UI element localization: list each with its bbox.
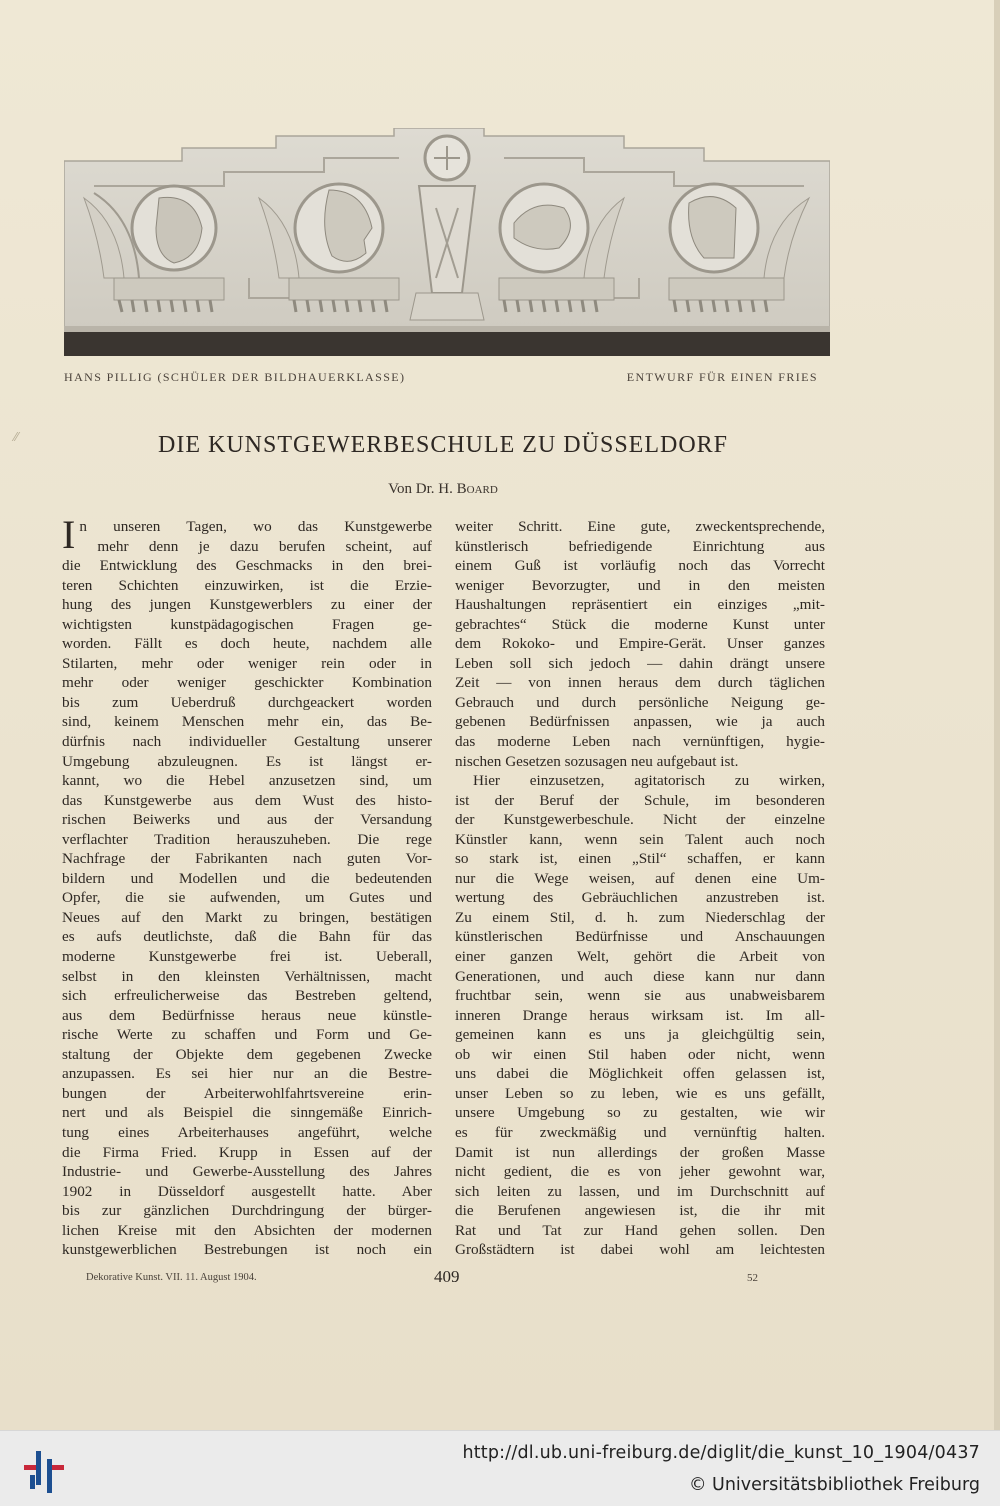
copyright-notice: © Universitätsbibliothek Freiburg [688,1475,980,1495]
text-line: einer ganzen Welt, gehört die Arbeit von [455,948,825,966]
text-line: der Kunstgewerbeschule. Nicht der einzelne [455,811,825,829]
text-line: Industrie- und Gewerbe-Ausstellung des Jahres [62,1163,432,1181]
text-line: anzupassen. Es sei hier nur an die Bestre- [62,1065,432,1083]
byline-prefix: Von Dr. H. [388,481,457,497]
text-line: 1902 in Düsseldorf ausgestellt hatte. Aber [62,1182,432,1200]
text-line: wichtigsten kunstpädagogischen Fragen ge- [62,615,432,633]
text-line: die Entwicklung des Geschmacks in den brei- [62,557,432,575]
text-line: gebenen Bedürfnissen anpassen, wie ja auch [455,713,825,731]
text-line: es aufs deutlichste, daß die Bahn für das [62,928,432,946]
journal-reference: Dekorative Kunst. VII. 11. August 1904. [86,1272,257,1283]
text-line: bildern und Modellen und die bedeutenden [62,869,432,887]
text-line: mehr oder weniger geschickter Kombination [62,674,432,692]
text-line: fruchtbar sein, wenn sie aus unabweisbarem [455,987,825,1005]
text-line: Großstädtern ist dabei wohl am leichtesten [455,1241,825,1259]
text-line: Rat und Tat zur Hand gehen sollen. Den [455,1221,825,1239]
margin-mark: ⁄⁄ [14,430,19,444]
text-line: das moderne Leben nach vernünftigen, hygie- [455,733,825,751]
text-line: Haushaltungen repräsentiert ein einziges „mit- [455,596,825,614]
text-line: Künstler kann, wenn sein Talent auch noch [455,830,825,848]
text-line: bis zum Ueberdruß durchgeackert worden [62,693,432,711]
text-line: weniger Bevorzugter, und in den meisten [455,576,825,594]
text-line: bungen der Arbeiterwohlfahrtsvereine erin- [62,1084,432,1102]
text-line: weiter Schritt. Eine gute, zweckentsprechende, [455,518,825,535]
text-line: kannt, wo die Hebel anzusetzen sind, um [62,772,432,790]
text-line: kunstgewerblichen Bestrebungen ist noch ein [62,1241,432,1259]
text-line: aus dem Bedürfnisse heraus neue künstle- [62,1006,432,1024]
frieze-relief-image [64,128,830,356]
text-line: n unseren Tagen, wo das Kunstgewerbe [79,518,432,535]
text-line: Opfer, die sie aufwenden, um Gutes und [62,889,432,907]
text-line: ob wir einen Stil haben oder nicht, wenn [455,1045,825,1063]
text-line: unsere Umgebung so zu gestalten, wie wir [455,1104,825,1122]
text-line: Umgebung abzuleugnen. Es ist längst er- [62,752,432,770]
text-line: inneren Drange heraus wirksam ist. Im all- [455,1006,825,1024]
text-line: nicht gedient, die es von jeher gewohnt war, [455,1163,825,1181]
text-line: es für zweckmäßig und vernünftig halten. [455,1123,825,1141]
text-line: rische Werte zu schaffen und Form und Ge- [62,1026,432,1044]
text-line: Gebrauch und durch persönliche Neigung ge- [455,693,825,711]
text-line: nert und als Beispiel die sinngemäße Einrich- [62,1104,432,1122]
article-byline [0,481,886,498]
text-line: lichen Kreise mit den Absichten der modernen [62,1221,432,1239]
text-line: Generationen, und auch diese kann nur dann [455,967,825,985]
text-line: die Berufenen angewiesen ist, die ihr mit [455,1202,825,1220]
viewer-footer-bar [0,1430,1000,1506]
text-line: staltung der Objekte dem gegebenen Zwecke [62,1045,432,1063]
signature-mark: 52 [747,1272,758,1284]
text-line: gebrachtes“ Stück die moderne Kunst unter [455,615,825,633]
text-line: Damit ist nun allerdings der großen Masse [455,1143,825,1161]
text-line: einem Guß ist vorläufig noch das Vorrecht [455,557,825,575]
drop-cap: I [62,512,76,557]
text-line: das Kunstgewerbe aus dem Wust des histo- [62,791,432,809]
text-line: gemeinen kann es uns ja gleichgültig sein, [455,1026,825,1044]
text-line: Leben soll sich jedoch — dahin drängt unsere [455,654,825,672]
text-line: ist der Beruf der Schule, im besonderen [455,791,825,809]
text-line: Stilarten, mehr oder weniger rein oder in [62,654,432,672]
text-line: Neues auf den Markt zu bringen, bestätigen [62,908,432,926]
text-line: worden. Fällt es doch heute, nachdem alle [62,635,432,653]
text-line: nischen Gesetzen sozusagen neu aufgebaut ist. [455,752,739,770]
text-line: Zu einem Stil, d. h. zum Niederschlag der [455,908,825,926]
text-line: unser Leben so zu leben, wie es uns gefällt, [455,1084,825,1102]
text-line: Zeit — von innen heraus dem durch täglichen [455,674,825,692]
text-line: bis zur gänzlichen Durchdringung der bürger- [62,1202,432,1220]
text-line: rischen Beiwerks und aus der Versandung [62,811,432,829]
text-column-left [62,512,432,1260]
text-line: sich leiten zu lassen, und im Durchschnitt auf [455,1182,825,1200]
figure-caption-artist: HANS PILLIG (SCHÜLER DER BILDHAUERKLASSE) [64,370,406,384]
page-number: 409 [434,1267,460,1286]
text-line: verflachter Tradition herauszuheben. Die rege [62,830,432,848]
text-line: künstlerisch befriedigende Einrichtung aus [455,537,825,555]
library-logo-icon [22,1443,66,1495]
text-line: tung eines Arbeiterhauses angeführt, welche [62,1123,432,1141]
text-line: wertung des Gebräuchlichen anzustreben ist. [455,889,825,907]
text-line: uns dabei die Möglichkeit offen gelassen ist, [455,1065,825,1083]
text-line: moderne Kunstgewerbe frei ist. Ueberall, [62,948,432,966]
text-line: sind, keinem Menschen mehr ein, das Be- [62,713,432,731]
text-line: Hier einzusetzen, agitatorisch zu wirken, [473,772,825,790]
article-title: DIE KUNSTGEWERBESCHULE ZU DÜSSELDORF [158,432,728,458]
text-line: dürfnis nach individueller Gestaltung unserer [62,733,432,751]
permalink-url[interactable]: http://dl.ub.uni-freiburg.de/diglit/die_kunst_10_1904/0437 [462,1443,980,1463]
text-line: die Firma Fried. Krupp in Essen auf der [62,1143,432,1161]
text-line: teren Schichten einzuwirken, ist die Erzie- [62,576,432,594]
text-line: hung des jungen Kunstgewerblers zu einer der [62,596,432,614]
byline-author: Board [456,481,498,497]
text-line: nur die Wege weisen, auf denen eine Um- [455,869,825,887]
text-line: sich erfreulicherweise das Bestreben geltend, [62,987,432,1005]
text-line: Nachfrage der Fabrikanten nach guten Vor- [62,850,432,868]
text-line: mehr denn je dazu berufen scheint, auf [97,537,432,555]
figure-caption-title: ENTWURF FÜR EINEN FRIES [626,370,818,384]
text-line: selbst in den kleinsten Verhältnissen, macht [62,967,432,985]
text-line: künstlerischen Bedürfnisse und Anschauungen [455,928,825,946]
text-line: dem Rokoko- und Empire-Gerät. Unser ganzes [455,635,825,653]
text-column-right [455,517,825,1260]
text-line: so stark ist, einen „Stil“ schaffen, er kann [455,850,825,868]
